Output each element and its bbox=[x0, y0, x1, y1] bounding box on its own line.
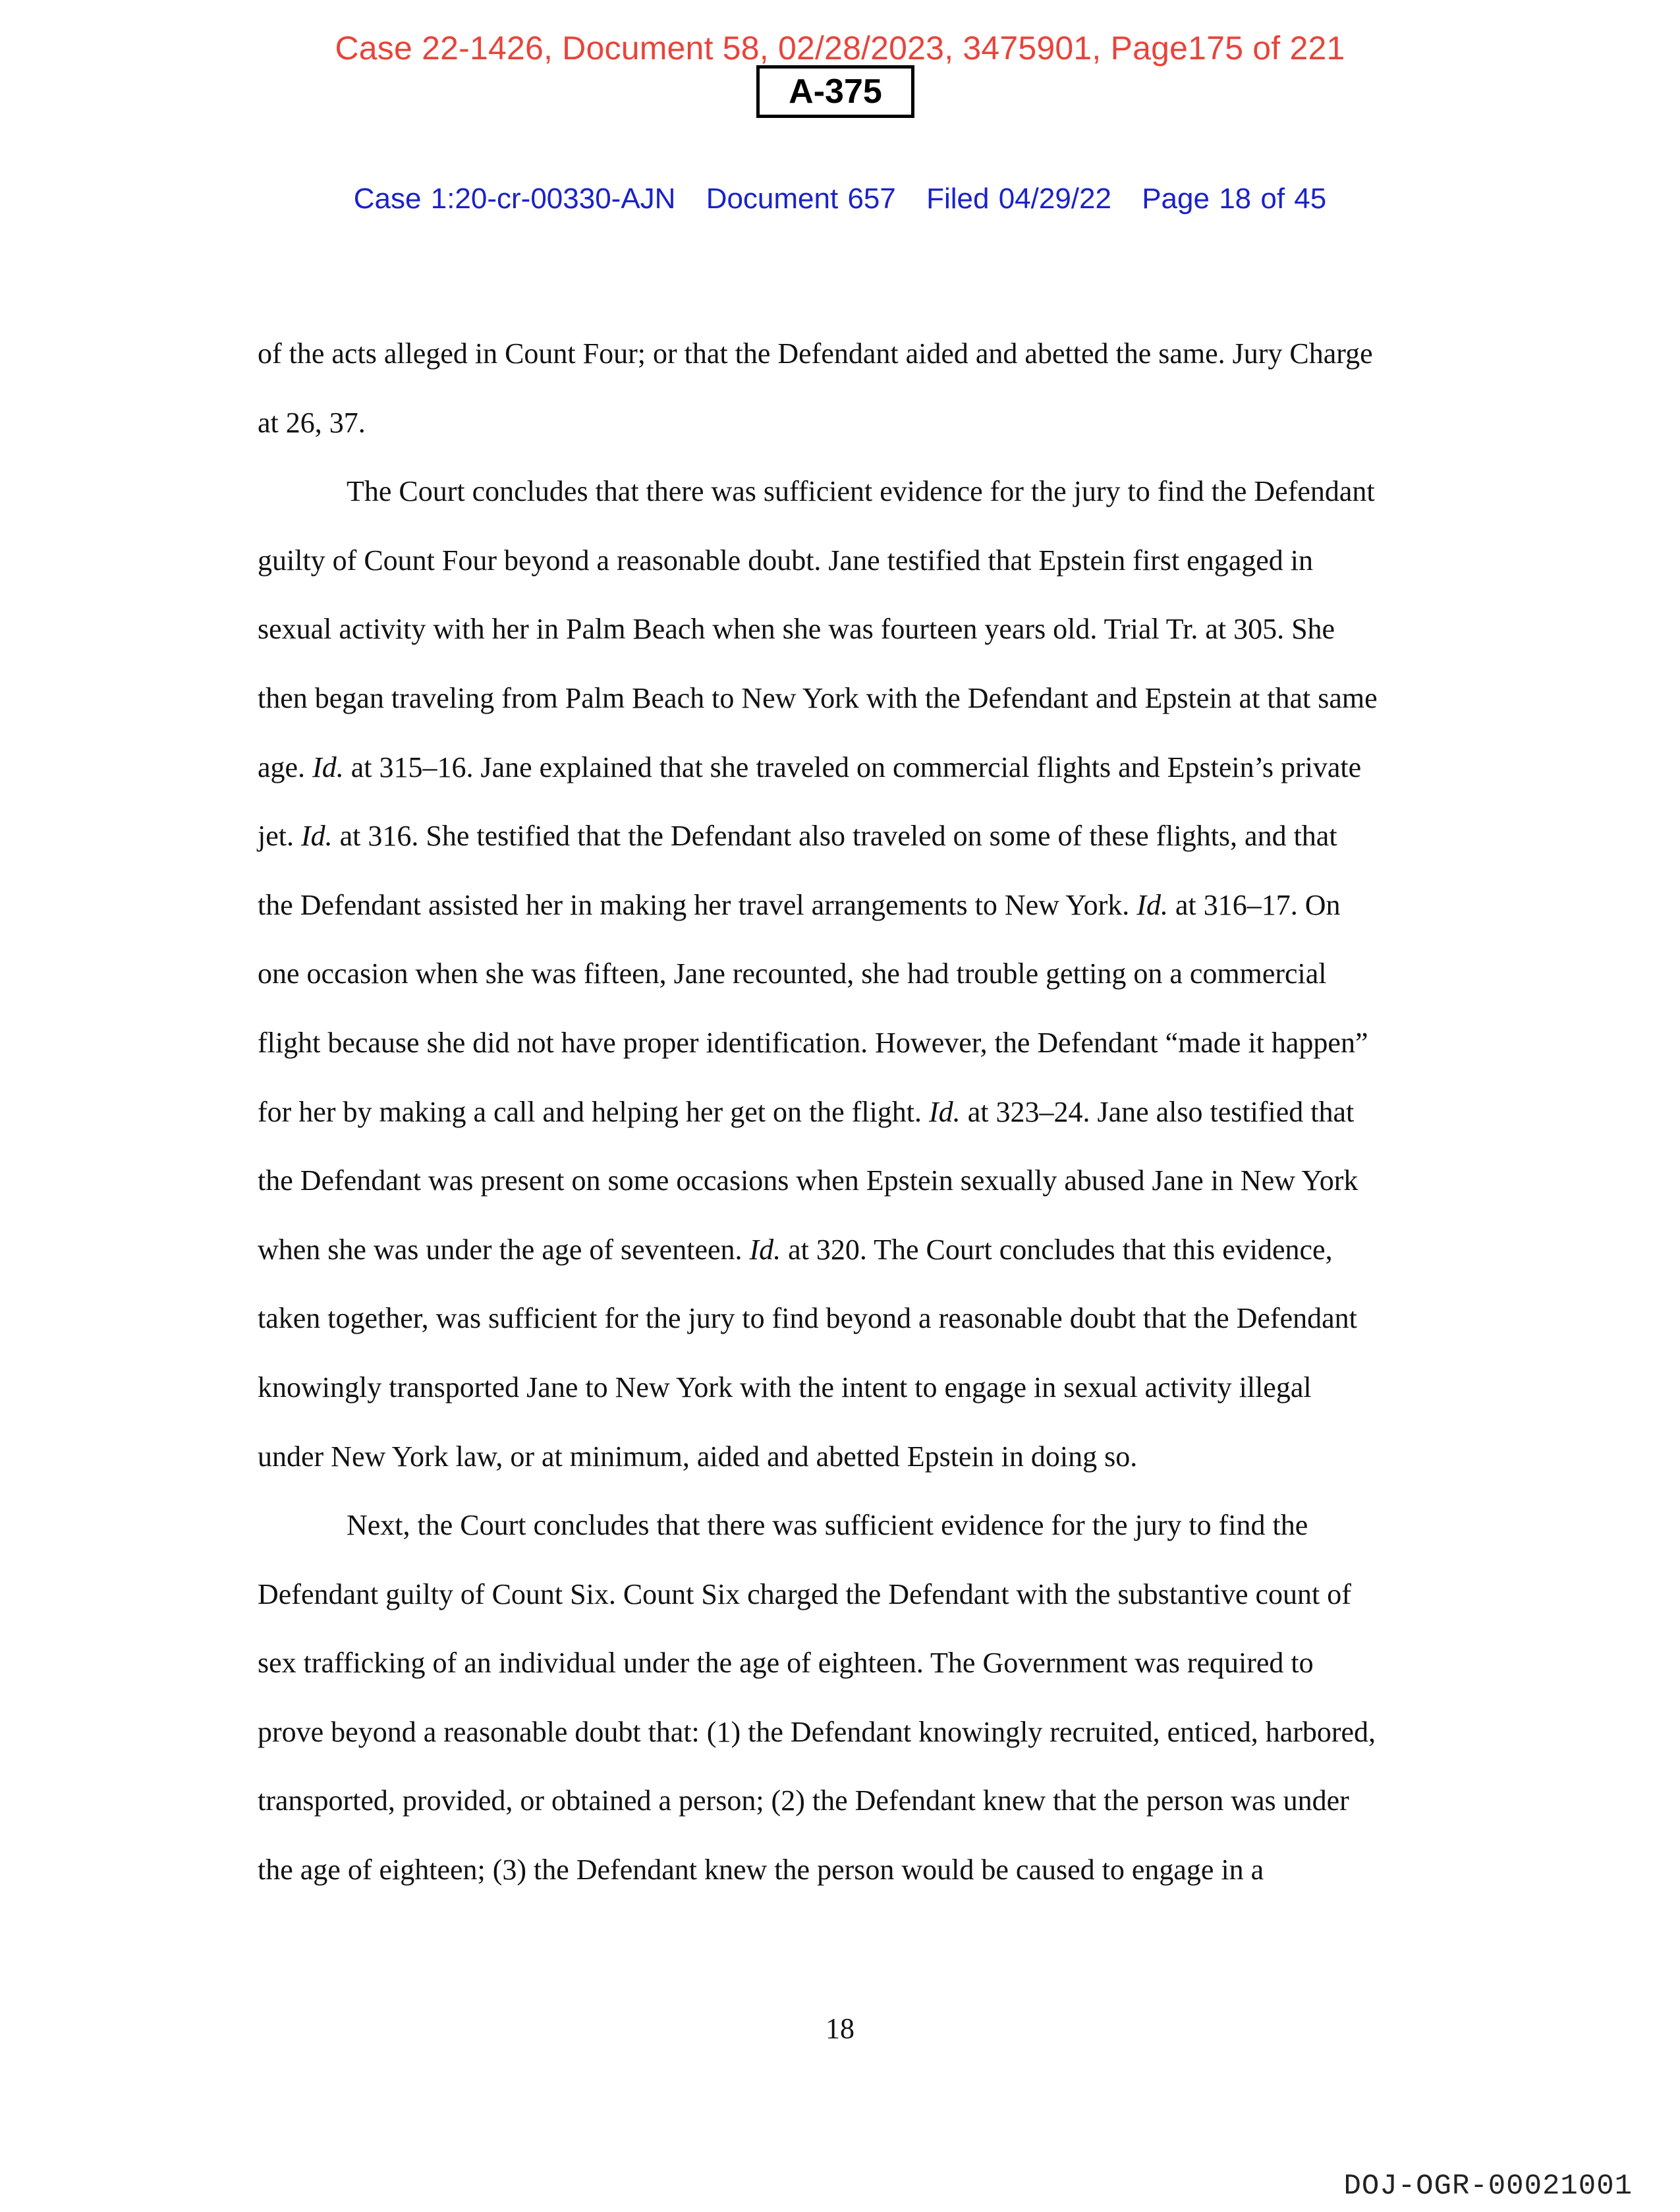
text-line: sex trafficking of an individual under the age of eighteen. The Government was required to bbox=[258, 1647, 1314, 1680]
appendix-page-label: A-375 bbox=[756, 65, 914, 118]
text-segment: jet. bbox=[258, 820, 301, 853]
page-number: 18 bbox=[826, 2012, 854, 2045]
citation-italic: Id. bbox=[312, 751, 344, 783]
text-segment: at 316–17. On bbox=[1167, 888, 1341, 921]
text-segment: when she was under the age of seventeen. bbox=[258, 1233, 750, 1266]
text-line: under New York law, or at minimum, aided and abetted Epstein in doing so. bbox=[258, 1440, 1138, 1473]
bates-number: DOJ-OGR-00021001 bbox=[1343, 2170, 1633, 2203]
text-segment: at 316. She testified that the Defendant also traveled on some of these flights, and that bbox=[332, 820, 1337, 853]
text-segment: for her by making a call and helping her get on the flight. bbox=[258, 1095, 930, 1128]
text-line bbox=[258, 1224, 1424, 1293]
text-line: one occasion when she was fifteen, Jane recounted, she had trouble getting on a commercial bbox=[258, 957, 1327, 990]
text-line: Defendant guilty of Count Six. Count Six charged the Defendant with the substantive count of bbox=[258, 1577, 1351, 1610]
text-line: knowingly transported Jane to New York with the intent to engage in sexual activity illegal bbox=[258, 1371, 1312, 1404]
appeal-case-stamp: Case 22-1426, Document 58, 02/28/2023, 3475901, Page175 of 221 bbox=[335, 30, 1345, 67]
text-line: of the acts alleged in Count Four; or that the Defendant aided and abetted the same. Jury Charge bbox=[258, 337, 1373, 370]
text-segment: at 323–24. Jane also testified that bbox=[960, 1095, 1355, 1128]
text-line: sexual activity with her in Palm Beach when she was fourteen years old. Trial Tr. at 305. She bbox=[258, 613, 1335, 646]
citation-italic: Id. bbox=[749, 1233, 781, 1266]
district-case-header bbox=[0, 183, 1680, 215]
text-segment: the Defendant assisted her in making her travel arrangements to New York. bbox=[258, 888, 1137, 921]
district-page-count: Page 18 of 45 bbox=[1142, 183, 1327, 215]
opinion-body-text bbox=[258, 328, 1424, 1914]
text-segment: age. bbox=[258, 751, 313, 783]
text-line bbox=[258, 742, 1424, 811]
text-line bbox=[258, 880, 1424, 949]
text-line: guilty of Count Four beyond a reasonable doubt. Jane testified that Epstein first engaged in bbox=[258, 544, 1313, 577]
text-line: at 26, 37. bbox=[258, 406, 366, 439]
text-line: taken together, was sufficient for the jury to find beyond a reasonable doubt that the Defendant bbox=[258, 1302, 1357, 1335]
district-case-number: Case 1:20-cr-00330-AJN bbox=[353, 183, 676, 215]
district-filed-date: Filed 04/29/22 bbox=[926, 183, 1111, 215]
text-line: then began traveling from Palm Beach to New York with the Defendant and Epstein at that same bbox=[258, 681, 1378, 714]
district-document-number: Document 657 bbox=[706, 183, 896, 215]
citation-italic: Id. bbox=[300, 820, 333, 853]
text-line bbox=[258, 810, 1424, 880]
paragraph-start-line: The Court concludes that there was sufficient evidence for the jury to find the Defendant bbox=[347, 475, 1375, 508]
text-line bbox=[258, 1087, 1424, 1156]
text-line: prove beyond a reasonable doubt that: (1) the Defendant knowingly recruited, enticed, harbored, bbox=[258, 1715, 1376, 1748]
citation-italic: Id. bbox=[1136, 888, 1168, 921]
text-line: the Defendant was present on some occasions when Epstein sexually abused Jane in New York bbox=[258, 1164, 1358, 1197]
paragraph-start-line: Next, the Court concludes that there was sufficient evidence for the jury to find the bbox=[347, 1509, 1308, 1542]
text-line: flight because she did not have proper identification. However, the Defendant “made it happen” bbox=[258, 1026, 1368, 1059]
text-line: the age of eighteen; (3) the Defendant knew the person would be caused to engage in a bbox=[258, 1854, 1264, 1886]
text-line: transported, provided, or obtained a person; (2) the Defendant knew that the person was under bbox=[258, 1784, 1349, 1817]
text-segment: at 315–16. Jane explained that she traveled on commercial flights and Epstein’s private bbox=[343, 751, 1362, 783]
text-segment: at 320. The Court concludes that this evidence, bbox=[781, 1233, 1333, 1266]
citation-italic: Id. bbox=[929, 1095, 961, 1128]
